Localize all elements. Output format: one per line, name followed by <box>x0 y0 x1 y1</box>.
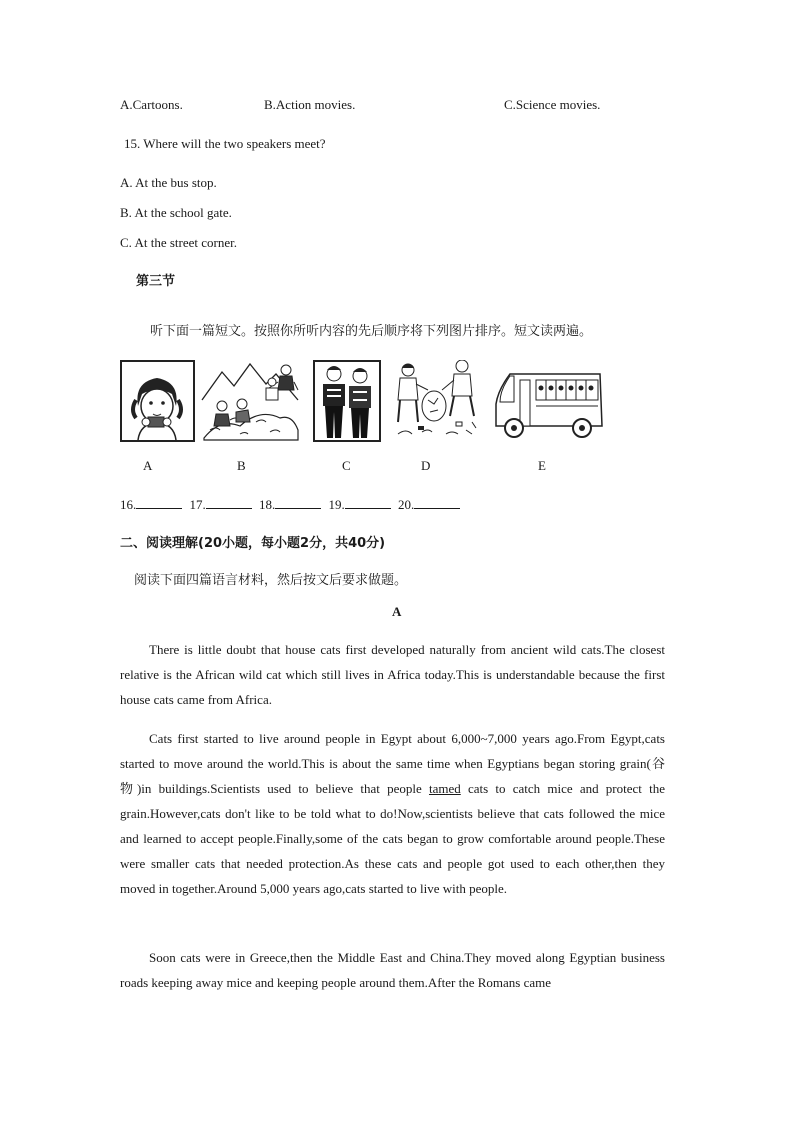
picture-label-a: A <box>143 458 153 473</box>
section-title: 第三节 <box>136 274 176 289</box>
q15-option-b: B. At the school gate. <box>120 205 232 220</box>
picture-c-two-boys <box>313 360 381 442</box>
picture-label-e: E <box>538 458 546 473</box>
answer-16-blank[interactable] <box>136 497 182 509</box>
q15-stem: 15. Where will the two speakers meet? <box>124 136 326 151</box>
part2-title: 二、阅读理解(20小题，每小题2分，共40分) <box>120 536 386 551</box>
passage-paragraph-1: There is little doubt that house cats first developed naturally from ancient wild cats.The closest relative is the African wild cat which still lives in Africa today.This is understandable because the first house cats came from Africa. <box>120 642 665 707</box>
passage-label: A <box>392 604 402 619</box>
answer-20-blank[interactable] <box>414 497 460 509</box>
q14-option-a: A.Cartoons. <box>120 97 183 112</box>
q14-option-c: C.Science movies. <box>504 97 601 112</box>
q15-option-a: A. At the bus stop. <box>120 175 217 190</box>
answer-20-number: 20. <box>398 497 415 512</box>
part2-instruction: 阅读下面四篇语言材料，然后按文后要求做题。 <box>134 573 408 588</box>
answer-16-number: 16. <box>120 497 137 512</box>
passage-paragraph-2: Cats first started to live around people in Egypt about 6,000~7,000 years ago.From Egypt,cats started to move around the world.This is about the same time when Egyptians began storing grain(谷物)in buildings.Scientists used to believe that people tamed cats to catch mice and protect the grain.However,cats don't like to be told what to do!Now,scientists believe that cats followed the mice and learned to accept people.Finally,some of the cats began to grow comfortable around people.These were smaller cats that needed protection.As these cats and people got used to each other,then they moved in together.Around 5,000 years ago,cats started to live with people. <box>120 731 665 896</box>
answer-18-number: 18. <box>259 497 276 512</box>
picture-label-d: D <box>421 458 431 473</box>
picture-e-school-bus <box>490 360 606 442</box>
picture-label-b: B <box>237 458 246 473</box>
answer-19-number: 19. <box>328 497 345 512</box>
picture-label-c: C <box>342 458 351 473</box>
q14-option-b: B.Action movies. <box>264 97 356 112</box>
answer-17-number: 17. <box>189 497 206 512</box>
picture-a-girl-eating <box>120 360 195 442</box>
q15-option-c: C. At the street corner. <box>120 235 237 250</box>
underlined-word-tamed: tamed <box>428 781 461 796</box>
passage-paragraph-3: Soon cats were in Greece,then the Middle East and China.They moved along Egyptian business roads keeping away mice and keeping people around them.After the Romans came <box>120 950 665 990</box>
picture-d-picking-up-litter <box>388 360 486 442</box>
picture-b-mountain-climbing <box>200 360 300 442</box>
answer-blanks <box>120 497 460 513</box>
section-instruction: 听下面一篇短文。按照你所听内容的先后顺序将下列图片排序。短文读两遍。 <box>150 324 593 339</box>
answer-18-blank[interactable] <box>275 497 321 509</box>
answer-19-blank[interactable] <box>345 497 391 509</box>
answer-17-blank[interactable] <box>206 497 252 509</box>
